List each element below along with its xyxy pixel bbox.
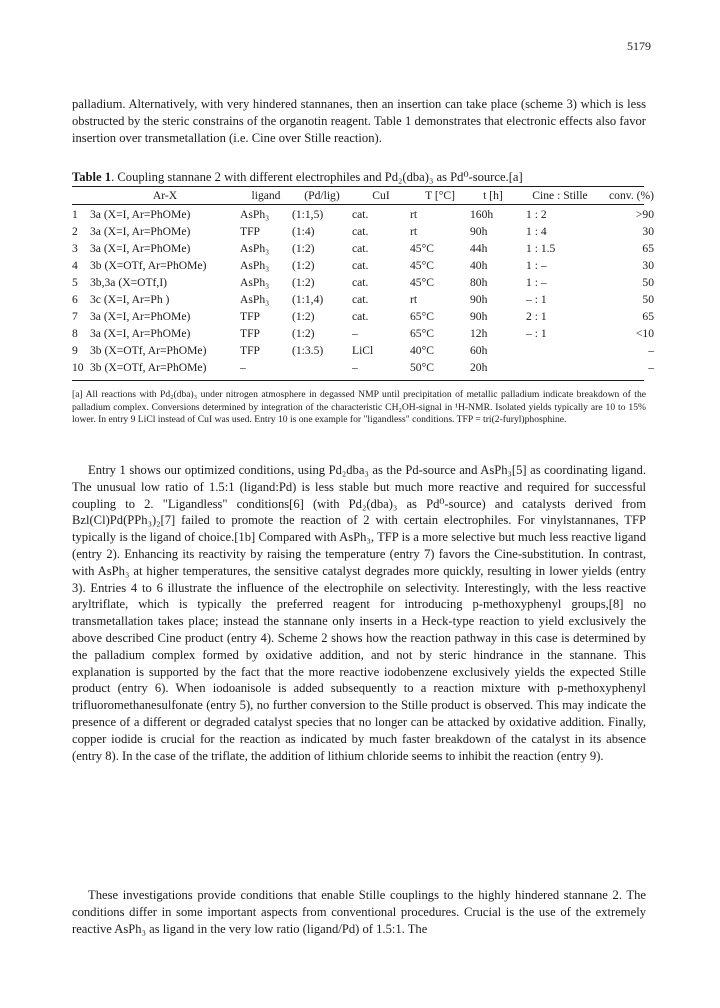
header-cell: t [h] [483,189,503,202]
table-cell: cat. [352,310,369,323]
table-cell: cat. [352,293,369,306]
table-cell: 30 [642,225,654,238]
table-cell: 5 [72,276,78,289]
table-header-row [72,187,654,204]
table-row [72,223,654,240]
table-cell: 3b (X=OTf, Ar=PhOMe) [90,259,207,272]
table-cell: (1:1,5) [292,208,324,221]
table-cell: 3c (X=I, Ar=Ph ) [90,293,170,306]
table-cell: 50°C [410,361,434,374]
table-cell: – [352,361,358,374]
table-cell: 50 [642,293,654,306]
table-cell: LiCl [352,344,374,357]
table-cell: 1 [72,208,78,221]
table-caption [72,169,523,185]
table-cell: cat. [352,242,369,255]
table-cell: – [352,327,358,340]
table-cell: 45°C [410,276,434,289]
table-cell: – [240,361,246,374]
table-bottom-rule [72,380,644,381]
table-header [72,187,654,204]
table-footnote: [a] All reactions with Pd₂(dba)₃ under nitrogen atmosphere in degassed NMP until precipitation of metallic palladium indicate breakdown of the palladium complex. Conversions determined by integration of the characteristic CH₂OH-signal in ¹H-NMR. Isolated yields typically are 10 to 15% lower. In entry 9 LiCl instead of CuI was used. Entry 10 is one example for "ligandless" conditions. TFP = tri(2-furyl)phosphine. [72,389,646,426]
table-cell: 65°C [410,310,434,323]
table-cell: 3a (X=I, Ar=PhOMe) [90,310,191,323]
table-cell: 3b,3a (X=OTf,I) [90,276,168,289]
table-cell: cat. [352,276,369,289]
table-cell: 45°C [410,242,434,255]
table-row [72,206,654,223]
table-cell: cat. [352,225,369,238]
table-cell: – [648,361,654,374]
table-row [72,240,654,257]
table-cell: 3b (X=OTf, Ar=PhOMe) [90,344,207,357]
table-cell: 12h [470,327,488,340]
table-cell: (1:1,4) [292,293,324,306]
table-cell: AsPh₃ [240,259,270,272]
table-cell: 50 [642,276,654,289]
table-caption-text: . Coupling stannane 2 with different electrophiles and Pd₂(dba)₃ as Pd⁰-source.[a] [111,170,523,184]
table-cell: 65°C [410,327,434,340]
table-cell: 3 [72,242,78,255]
table-cell: 3a (X=I, Ar=PhOMe) [90,208,191,221]
table-cell: 1 : – [526,276,547,289]
table-cell: (1:2) [292,276,315,289]
table-cell: (1:2) [292,327,315,340]
table-cell: 30 [642,259,654,272]
header-cell: conv. (%) [609,189,654,202]
header-cell: Cine : Stille [532,189,588,202]
table-cell: 44h [470,242,488,255]
table-cell: AsPh₃ [240,276,270,289]
table-cell: 2 : 1 [526,310,547,323]
header-cell: Ar-X [152,189,178,202]
table-cell: 1 : – [526,259,547,272]
table-cell: (1:2) [292,259,315,272]
table-row [72,342,654,359]
table-cell: 80h [470,276,488,289]
table-cell: (1:4) [292,225,315,238]
table-cell: (1:2) [292,242,315,255]
header-cell: CuI [372,189,390,202]
table-cell: TFP [240,344,260,357]
table-cell: 3a (X=I, Ar=PhOMe) [90,242,191,255]
table-cell: cat. [352,208,369,221]
table-row [72,359,654,376]
table-row [72,257,654,274]
table-cell: 65 [642,242,654,255]
table-cell: 160h [470,208,494,221]
table-cell [292,359,352,376]
table-cell: 3a (X=I, Ar=PhOMe) [90,327,191,340]
table-cell: 1 : 2 [526,208,547,221]
table-cell: (1:3.5) [292,344,324,357]
table-cell: – : 1 [526,293,547,306]
table-cell: 3b (X=OTf, Ar=PhOMe) [90,361,207,374]
table-cell: TFP [240,225,260,238]
table-cell: >90 [635,208,654,221]
table-row [72,274,654,291]
table-cell [516,342,594,359]
table-cell: AsPh₃ [240,242,270,255]
table-row [72,325,654,342]
table-cell: 65 [642,310,654,323]
table-rows [72,206,654,376]
table-body [72,206,654,376]
table-cell: 40h [470,259,488,272]
table-cell: rt [410,293,418,306]
table-caption-label: Table 1 [72,170,112,184]
table-cell: 9 [72,344,78,357]
table-cell: 90h [470,293,488,306]
table-row [72,308,654,325]
body-paragraph-final: These investigations provide conditions that enable Stille couplings to the highly hindered stannane 2. The conditions differ in some important aspects from conventional procedures. Crucial is the use of the extremely reactive AsPh₃ as ligand in the very low ratio (ligand/Pd) of 1.5:1. The [72,888,646,936]
table-cell: 20h [470,361,488,374]
page-number: 5179 [627,39,651,53]
header-cell: (Pd/lig) [304,189,340,202]
header-cell: ligand [251,189,281,202]
table-cell: 2 [72,225,78,238]
table-cell: 90h [470,310,488,323]
table-cell: TFP [240,310,260,323]
table-cell: cat. [352,259,369,272]
table-cell: rt [410,225,418,238]
table-cell: 1 : 4 [526,225,547,238]
table-cell: (1:2) [292,310,315,323]
table-cell: 45°C [410,259,434,272]
table-cell: 40°C [410,344,434,357]
table-cell: 90h [470,225,488,238]
table-cell: 8 [72,327,78,340]
table-cell: 7 [72,310,78,323]
body-paragraph: Entry 1 shows our optimized conditions, using Pd₂dba₃ as the Pd-source and AsPh₃[5] as coordinating ligand. The unusual low ratio of 1.5:1 (ligand:Pd) is less stable but much more reactive and required for successful coupling to 2. "Ligandless" conditions[6] (with Pd₂(dba)₃ as Pd⁰-source) and catalysts derived from Bzl(Cl)Pd(PPh₃)₂[7] failed to promote the reaction of 2 with certain electrophiles. For vinylstannanes, TFP typically is the ligand of choice.[1b] Compared with AsPh₃, TFP is a more selective but much less reactive ligand (entry 2). Enhancing its reactivity by raising the temperature (entry 7) favors the Cine-substitution. In contrast, with AsPh₃ at higher temperatures, the sensitive catalyst degrades more quickly, resulting in lower yields (entry 3). Entries 4 to 6 illustrate the influence of the electrophile on selectivity. Interestingly, with the less reactive aryltriflate, which is typically the preferred reagent for introducing p-methoxyphenyl groups,[8] no transmetallation takes place; instead the stannane only inserts in a Heck-type reaction to yield exclusively the above described Cine product (entry 4). Scheme 2 shows how the reaction pathway in this case is determined by the palladium complex formed by oxidative addition, and not by steric hindrance in the stannane. This explanation is supported by the fact that the more reactive iodobenzene exclusively yields the expected Stille product (entry 6). When iodoanisole is added subsequently to a reaction mixture with p-methoxyphenyl trifluoromethanesulfonate (entry 5), no further conversion to the Stille product is observed. This may indicate the presence of a different or degraded catalyst species that no longer can be attacked by oxidative addition. Finally, copper iodide is crucial for the reaction as indicated by much faster breakdown of the catalyst in its absence (entry 8). In the case of the triflate, the addition of lithium chloride seems to inhibit the reaction (entry 9). [72,463,646,763]
table-cell: rt [410,208,418,221]
table-cell: AsPh₃ [240,293,270,306]
intro-paragraph: palladium. Alternatively, with very hindered stannanes, then an insertion can take place (scheme 3) which is less obstructed by the steric constrains of the organotin reagent. Table 1 demonstrates that electronic effects also favor insertion over transmetallation (i.e. Cine over Stille reaction). [72,97,646,145]
table-header-rule [72,204,644,205]
table-cell: 60h [470,344,488,357]
header-cell [72,187,90,204]
header-cell: T [°C] [425,189,455,202]
table-cell: 6 [72,293,78,306]
table-cell: AsPh₃ [240,208,270,221]
table-cell: – : 1 [526,327,547,340]
table-row [72,291,654,308]
table-cell: 10 [72,361,84,374]
table-cell [516,359,594,376]
table-cell: 3a (X=I, Ar=PhOMe) [90,225,191,238]
table-cell: TFP [240,327,260,340]
table-cell: 4 [72,259,78,272]
table-cell: – [648,344,654,357]
table-cell: <10 [635,327,654,340]
table-cell: 1 : 1.5 [526,242,556,255]
